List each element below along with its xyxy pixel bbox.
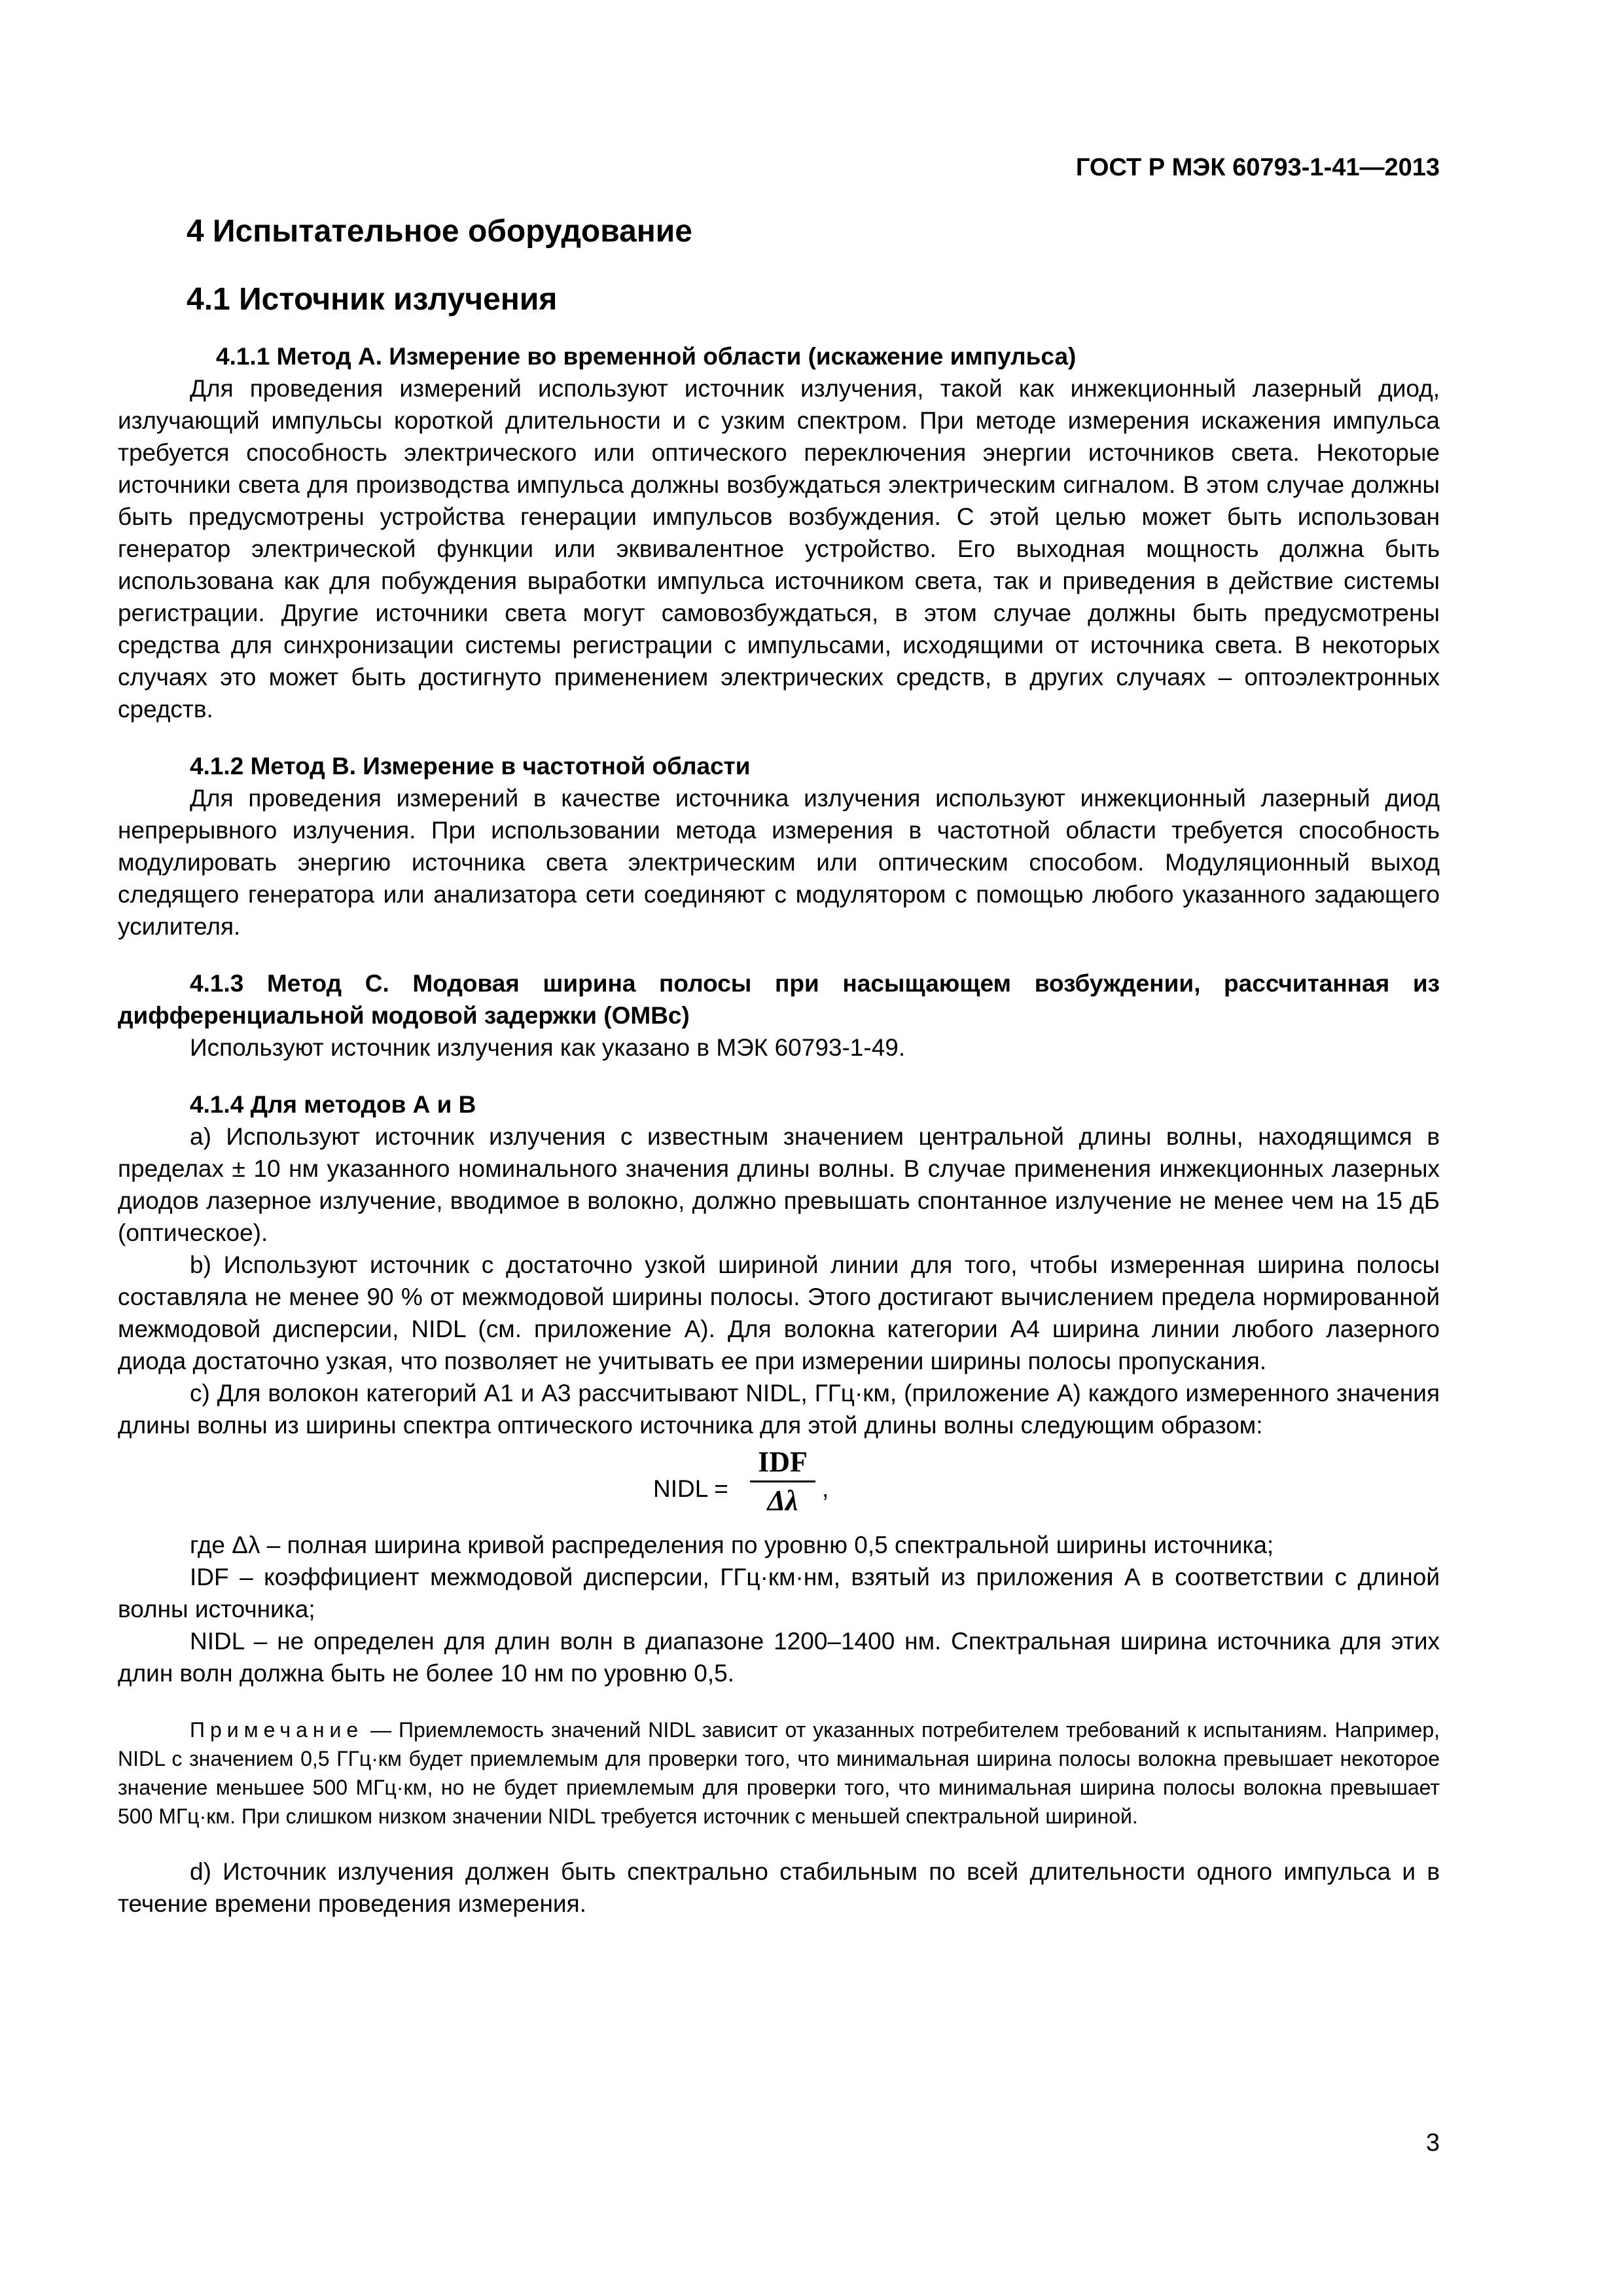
where-nidl: NIDL – не определен для длин волн в диапазоне 1200–1400 нм. Спектральная ширина источника для этих длин волн должна быть не более 10 нм по уровню 0,5. — [118, 1628, 1440, 1687]
nidl-formula — [118, 1445, 1440, 1526]
fraction-bar — [750, 1480, 815, 1482]
heading-4-1-3: 4.1.3 Метод С. Модовая ширина полосы при насыщающем возбуждении, рассчитанная из дифференциальной модовой задержки (ОМВс) — [118, 970, 1440, 1029]
page-number: 3 — [1425, 2129, 1440, 2157]
where-delta-lambda: где Δλ – полная ширина кривой распределения по уровню 0,5 спектральной ширины источника; — [190, 1532, 1274, 1558]
paragraph-4-1-1: Для проведения измерений используют источник излучения, такой как инжекционный лазерный диод, излучающий импульсы короткой длительности и с узким спектром. При методе измерения искажения импульса требуется способность электрического или оптического переключения энергии источников света. Некоторые источники света для производства импульса должны возбуждаться электрическим сигналом. В этом случае должны быть предусмотрены устройства генерации импульсов возбуждения. С этой целью может быть использован генератор электрической функции или эквивалентное устройство. Его выходная мощность должна быть использована как для побуждения выработки импульса источником света, так и приведения в действие системы регистрации. Другие источники света могут самовозбуждаться, в этом случае должны быть предусмотрены средства для синхронизации системы регистрации с импульсами, исходящими от источника света. В некоторых случаях это может быть достигнуто применением электрических средств, в других случаях – оптоэлектронных средств. — [118, 375, 1440, 723]
subsection-title: 4.1 Источник излучения — [187, 282, 558, 317]
paragraph-4-1-3: Используют источник излучения как указано в МЭК 60793-1-49. — [190, 1034, 906, 1061]
item-b: b) Используют источник с достаточно узкой шириной линии для того, чтобы измеренная ширина полосы составляла не менее 90 % от межмодовой ширины полосы. Этого достигают вычислением предела нормированной межмодовой дисперсии, NIDL (см. приложение А). Для волокна категории А4 ширина линии любого лазерного диода достаточно узкая, что позволяет не учитывать ее при измерении ширины полосы пропускания. — [118, 1251, 1440, 1374]
document-code: ГОСТ Р МЭК 60793-1-41—2013 — [1075, 154, 1440, 181]
formula-numerator: IDF — [758, 1446, 808, 1478]
formula-denominator: Δλ — [767, 1484, 798, 1516]
formula-lhs: NIDL = — [653, 1475, 728, 1502]
formula-trail: , — [822, 1475, 829, 1502]
heading-4-1-4: 4.1.4 Для методов А и В — [190, 1091, 476, 1118]
note — [118, 1715, 1440, 1831]
paragraph-4-1-2: Для проведения измерений в качестве источника излучения используют инжекционный лазерный диод непрерывного излучения. При использовании метода измерения в частотной области требуется способность модулировать энергию источника света электрическим или оптическим способом. Модуляционный выход следящего генератора или анализатора сети соединяют с модулятором с помощью любого указанного задающего усилителя. — [118, 785, 1440, 940]
heading-4-1-1: 4.1.1 Метод А. Измерение во временной области (искажение импульса) — [216, 343, 1077, 370]
note-text: — Приемлемость значений NIDL зависит от указанных потребителем требований к испытаниям. Например, NIDL с значением 0,5 ГГц·км будет приемлемым для проверки того, что минимальная ширина полосы волокна превышает некоторое значение меньшее 500 МГц·км, но не будет приемлемым для проверки того, что минимальная ширина полосы волокна превышает 500 МГц·км. При слишком низком значении NIDL требуется источник с меньшей спектральной шириной. — [118, 1718, 1440, 1828]
page-content — [118, 209, 1440, 1920]
heading-4-1-2: 4.1.2 Метод В. Измерение в частотной области — [190, 753, 751, 780]
item-c: c) Для волокон категорий А1 и А3 рассчитывают NIDL, ГГц·км, (приложение А) каждого измеренного значения длины волны из ширины спектра оптического источника для этой длины волны следующим образом: — [118, 1380, 1440, 1439]
note-label: Примечание — [190, 1718, 364, 1742]
section-title: 4 Испытательное оборудование — [187, 214, 692, 249]
formula-fraction — [747, 1445, 818, 1518]
where-idf: IDF – коэффициент межмодовой дисперсии, ГГц·км·нм, взятый из приложения А в соответствии с длиной волны источника; — [118, 1564, 1440, 1623]
item-d: d) Источник излучения должен быть спектрально стабильным по всей длительности одного импульса и в течение времени проведения измерения. — [118, 1858, 1440, 1917]
item-a: a) Используют источник излучения с известным значением центральной длины волны, находящимся в пределах ± 10 нм указанного номинального значения длины волны. В случае применения инжекционных лазерных диодов лазерное излучение, вводимое в волокно, должно превышать спонтанное излучение не менее чем на 15 дБ (оптическое). — [118, 1123, 1440, 1246]
